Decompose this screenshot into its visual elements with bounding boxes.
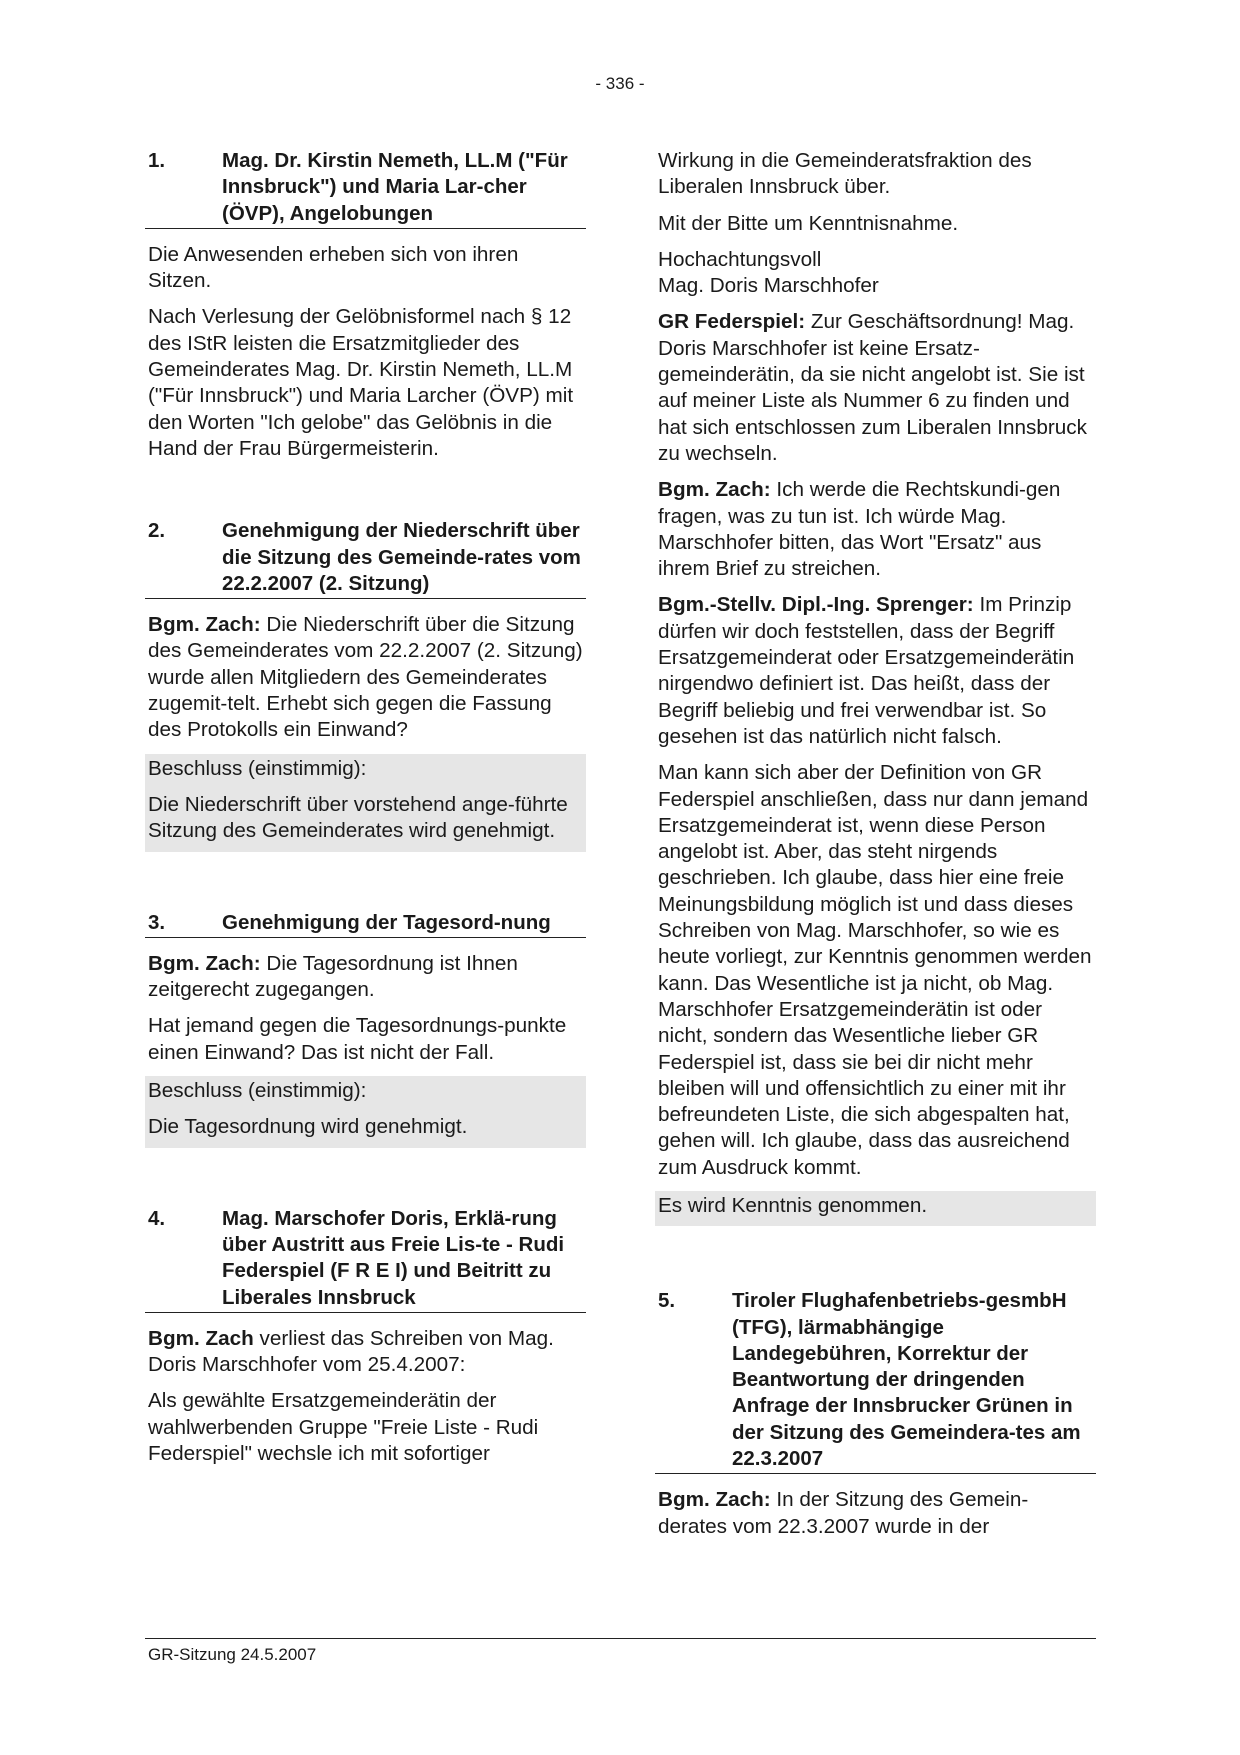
section-number: 5.	[658, 1289, 676, 1313]
closing-greeting: Hochachtungsvoll	[658, 247, 822, 271]
spacer	[145, 1148, 586, 1206]
paragraph: Mit der Bitte um Kenntnisnahme.	[658, 211, 959, 235]
section-heading-2	[145, 518, 586, 599]
speaker-text: Zur Geschäftsordnung! Mag. Doris Marschhofer ist keine Ersatz-gemeinderätin, da sie nicht angelobt ist. Sie ist auf meiner Liste als Nummer 6 zu finden und hat sich entschlossen zum Liberalen Innsbruck zu wechseln.	[658, 310, 1087, 465]
speaker-paragraph	[655, 309, 1096, 467]
paragraph: Nach Verlesung der Gelöbnisformel nach § 12 des IStR leisten die Ersatzmitglieder des Gemeinderates Mag. Dr. Kirstin Nemeth, LL.M ("Für Innsbruck") und Maria Larcher (ÖVP) mit den Worten "Ich gelobe" das Gelöbnis in die Hand der Frau Bürgermeisterin.	[148, 305, 574, 460]
page-number: - 336 -	[595, 74, 645, 93]
speaker-paragraph	[145, 1326, 586, 1379]
section-heading-5	[655, 1288, 1096, 1474]
section-title: Genehmigung der Niederschrift über die Sitzung des Gemeinde-rates vom 22.2.2007 (2. Sitzung)	[222, 519, 581, 595]
decision-note: Es wird Kenntnis genommen.	[655, 1191, 1096, 1226]
speaker-paragraph	[655, 592, 1096, 750]
paragraph: Man kann sich aber der Definition von GR Federspiel anschließen, dass nur dann jemand Ersatzgemeinderat ist, wenn diese Person angelobt ist. Aber, das steht nirgends geschrieben. Ich glaube, dass hier eine freie Meinungsbildung möglich ist und dass dieses Schreiben von Mag. Marschhofer, so wie es heute vorliegt, zur Kenntnis genommen werden kann. Das Wesentliche ist ja nicht, ob Mag. Marschhofer Ersatzgemeinderätin ist oder nicht, sondern das Wesentliche lieber GR Federspiel ist, dass sie bei dir nicht mehr bleiben will und offensichtlich zu einer mit ihr befreundeten Liste, die sich abgespalten hat, gehen will. Ich glaube, dass das ausreichend zum Ausdruck kommt.	[658, 761, 1092, 1179]
letter-closing	[655, 247, 1096, 300]
section-title: Mag. Marschofer Doris, Erklä-rung über Austritt aus Freie Lis-te - Rudi Federspiel (F R E I) und Beitritt zu Liberales Innsbruck	[222, 1206, 565, 1309]
speaker-name: Bgm. Zach:	[148, 951, 261, 975]
decision-label: Beschluss (einstimmig):	[145, 1076, 586, 1111]
footer-rule	[145, 1638, 1096, 1639]
paragraph: Wirkung in die Gemeinderatsfraktion des Liberalen Innsbruck über.	[658, 149, 1032, 199]
speaker-text: Im Prinzip dürfen wir doch feststellen, dass der Begriff Ersatzgemeinderat oder Ersatzgemeinderätin nirgendwo definiert ist. Das heißt, dass der Begriff beliebig und frei verwendbar ist. So gesehen ist das natürlich nicht falsch.	[658, 593, 1075, 748]
section-number: 3.	[148, 910, 166, 934]
left-column	[145, 148, 586, 1477]
section-number: 2.	[148, 519, 166, 543]
section-title: Mag. Dr. Kirstin Nemeth, LL.M ("Für Innsbruck") und Maria Lar-cher (ÖVP), Angelobungen	[222, 149, 568, 225]
section-number: 4.	[148, 1206, 166, 1230]
speaker-name: GR Federspiel:	[658, 310, 806, 334]
section-title: Genehmigung der Tagesord-nung	[222, 910, 551, 934]
paragraph: Hat jemand gegen die Tagesordnungs-punkte einen Einwand? Das ist nicht der Fall.	[148, 1014, 567, 1064]
section-title: Tiroler Flughafenbetriebs-gesmbH (TFG), lärmabhängige Landegebühren, Korrektur der Beantwortung der dringenden Anfrage der Innsbrucker Grünen in der Sitzung des Gemeindera-tes am 22.3.2007	[732, 1289, 1081, 1471]
speaker-text: Die Niederschrift über die Sitzung des Gemeinderates vom 22.2.2007 (2. Sitzung) wurde allen Mitgliedern des Gemeinderates zugemit-telt. Erhebt sich gegen die Fassung des Protokolls ein Einwand?	[148, 613, 583, 742]
paragraph: Als gewählte Ersatzgemeinderätin der wahlwerbenden Gruppe "Freie Liste - Rudi Federspiel" wechsle ich mit sofortiger	[148, 1389, 539, 1465]
speaker-name: Bgm. Zach:	[658, 1488, 771, 1512]
spacer	[145, 472, 586, 518]
closing-signature: Mag. Doris Marschhofer	[658, 274, 879, 298]
section-number: 1.	[148, 149, 166, 172]
spacer	[145, 852, 586, 910]
speaker-paragraph	[655, 1487, 1096, 1540]
footer-text: GR-Sitzung 24.5.2007	[148, 1645, 317, 1664]
decision-label: Beschluss (einstimmig):	[145, 754, 586, 789]
right-column	[655, 148, 1096, 1550]
speaker-paragraph	[145, 612, 586, 743]
speaker-name: Bgm. Zach:	[658, 478, 771, 502]
section-heading-4	[145, 1206, 586, 1313]
decision-text: Die Niederschrift über vorstehend ange-führte Sitzung des Gemeinderates wird genehmigt.	[145, 789, 586, 852]
speaker-text: Die Tagesordnung ist Ihnen zeitgerecht zugegangen.	[148, 951, 518, 1002]
section-heading-1	[145, 148, 586, 229]
speaker-text: In der Sitzung des Gemein-derates vom 22.3.2007 wurde in der	[658, 1488, 1029, 1538]
speaker-paragraph	[145, 951, 586, 1004]
speaker-text: Ich werde die Rechtskundi-gen fragen, was zu tun ist. Ich würde Mag. Marschhofer bitten, das Wort "Ersatz" aus ihrem Brief zu streichen.	[658, 478, 1061, 581]
paragraph: Die Anwesenden erheben sich von ihren Sitzen.	[148, 242, 519, 293]
decision-text: Die Tagesordnung wird genehmigt.	[145, 1111, 586, 1147]
speaker-name: Bgm. Zach:	[148, 613, 261, 637]
speaker-paragraph	[655, 477, 1096, 582]
section-heading-3	[145, 910, 586, 938]
spacer	[655, 1226, 1096, 1288]
speaker-name: Bgm. Zach	[148, 1326, 254, 1350]
speaker-text: verliest das Schreiben von Mag. Doris Marschhofer vom 25.4.2007:	[148, 1326, 554, 1377]
speaker-name: Bgm.-Stellv. Dipl.-Ing. Sprenger:	[658, 593, 974, 617]
